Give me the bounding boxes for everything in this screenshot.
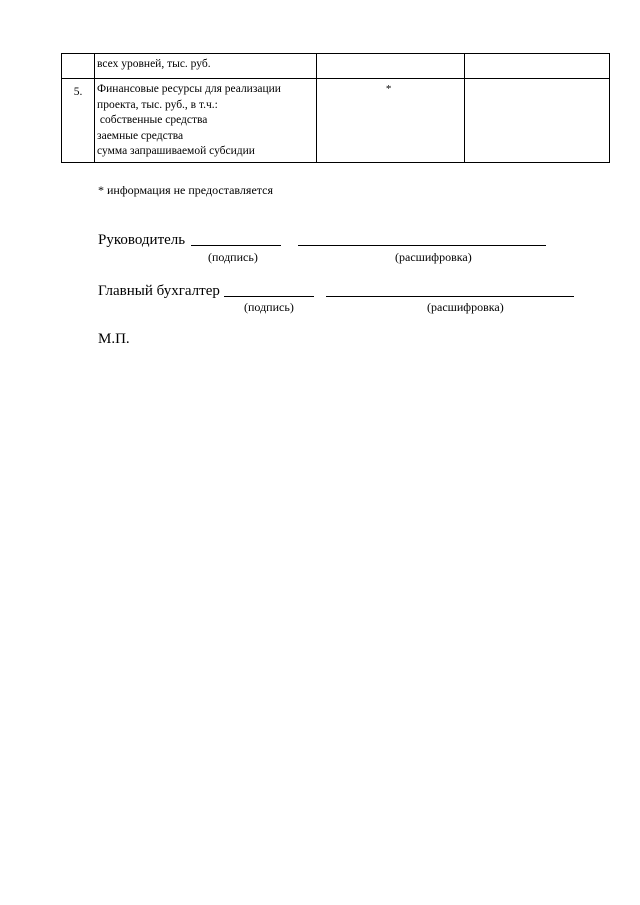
row-value1: * bbox=[385, 83, 392, 95]
row-value2-cell bbox=[464, 54, 609, 79]
director-decode-blank bbox=[298, 233, 546, 246]
accountant-sign-blank bbox=[224, 284, 314, 297]
row-value1-cell bbox=[317, 54, 464, 79]
accountant-decode-caption: (расшифровка) bbox=[427, 300, 504, 314]
row-number-cell bbox=[62, 54, 95, 79]
row-name-line: всех уровней, тыс. руб. bbox=[97, 58, 211, 70]
row-name-cell bbox=[95, 79, 317, 163]
row-number-cell bbox=[62, 79, 95, 163]
director-title: Руководитель bbox=[98, 232, 186, 248]
row-name-cell bbox=[95, 54, 317, 79]
row-name-line: проекта, тыс. руб., в т.ч.: bbox=[97, 98, 218, 111]
row-value2 bbox=[465, 79, 609, 82]
row-number: 5. bbox=[73, 86, 83, 98]
stamp-placeholder: М.П. bbox=[98, 331, 130, 347]
data-table bbox=[61, 53, 610, 163]
row-name-line: заемные средства bbox=[97, 129, 184, 142]
row-value2-cell bbox=[464, 79, 609, 163]
row-value1 bbox=[317, 54, 463, 57]
accountant-title: Главный бухгалтер bbox=[98, 283, 220, 299]
table-row bbox=[62, 79, 610, 163]
accountant-sign-caption: (подпись) bbox=[244, 300, 294, 314]
director-sign-blank bbox=[191, 233, 281, 246]
director-signature-line bbox=[98, 231, 185, 249]
footnote: * информация не предоставляется bbox=[98, 183, 274, 197]
director-decode-caption: (расшифровка) bbox=[395, 250, 472, 264]
row-name-line: сумма запрашиваемой субсидии bbox=[97, 145, 255, 157]
director-sign-caption: (подпись) bbox=[208, 250, 258, 264]
row-name-line: Финансовые ресурсы для реализации bbox=[97, 83, 281, 95]
accountant-decode-blank bbox=[326, 284, 574, 297]
row-name-line: собственные средства bbox=[97, 114, 208, 126]
accountant-signature-line bbox=[98, 282, 220, 300]
row-value1-cell bbox=[317, 79, 464, 163]
table-row bbox=[62, 54, 610, 79]
row-value2 bbox=[465, 54, 609, 57]
row-number bbox=[62, 54, 94, 60]
